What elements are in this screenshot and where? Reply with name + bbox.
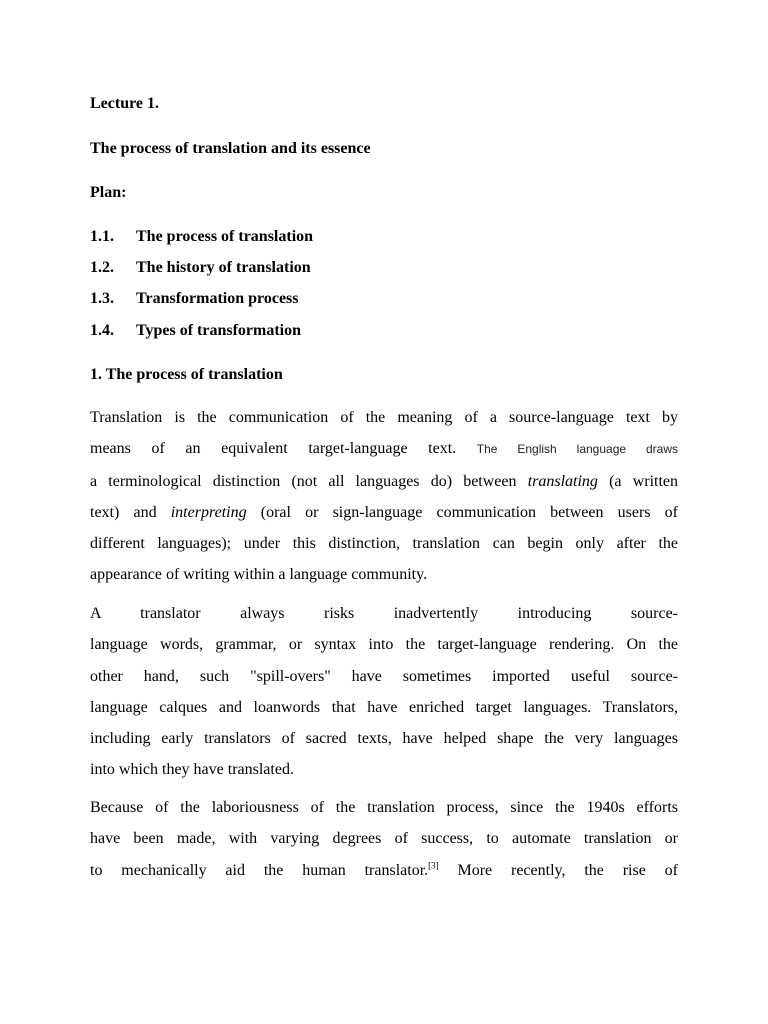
text-run: More recently, the rise of: [457, 861, 678, 879]
paragraph-3: [90, 792, 678, 886]
paragraph-line: different languages); under this distinction, translation can begin only after the: [90, 535, 678, 553]
paragraph-line: [90, 466, 678, 497]
plan-item-text: Types of transformation: [136, 322, 302, 339]
italic-term: translating: [527, 472, 598, 490]
paragraph-line: A translator always risks inadvertently introducing source-: [90, 605, 678, 622]
paragraph-line: language words, grammar, or syntax into the target-language rendering. On the: [90, 636, 678, 654]
paragraph-2: [90, 598, 678, 786]
section-heading: 1. The process of translation: [90, 366, 283, 383]
text-run: (oral or sign-language communication between users of: [260, 503, 678, 521]
text-run: means of an equivalent target-language text.: [90, 440, 457, 458]
paragraph-line: [90, 433, 678, 465]
citation-reference[interactable]: [3]: [428, 860, 439, 871]
text-run: (a written: [609, 472, 679, 490]
plan-item-number: 1.2.: [90, 259, 114, 276]
plan-item-text: Transformation process: [136, 290, 299, 307]
plan-item: [90, 258, 311, 278]
text-run: text) and: [90, 503, 157, 521]
plan-item-number: 1.4.: [90, 322, 114, 339]
paragraph-line: appearance of writing within a language community.: [90, 566, 428, 584]
plan-item-number: 1.1.: [90, 228, 114, 245]
paragraph-line: have been made, with varying degrees of success, to automate translation or: [90, 830, 678, 848]
plan-item-number: 1.3.: [90, 290, 114, 307]
lecture-title: Lecture 1.: [90, 95, 160, 112]
plan-item: [90, 289, 299, 309]
plan-item: [90, 321, 301, 341]
plan-label: Plan:: [90, 184, 127, 201]
plan-item-text: The history of translation: [136, 259, 311, 276]
plan-item-text: The process of translation: [136, 228, 314, 245]
paragraph-line: [90, 855, 678, 886]
paragraph-line: Translation is the communication of the meaning of a source-language text by: [90, 409, 678, 426]
paragraph-line: Because of the laboriousness of the translation process, since the 1940s efforts: [90, 799, 678, 816]
text-run: to mechanically aid the human translator.: [90, 861, 429, 879]
paragraph-1: [90, 402, 678, 591]
paragraph-line: including early translators of sacred texts, have helped shape the very languages: [90, 730, 678, 748]
paragraph-line: other hand, such "spill-overs" have sometimes imported useful source-: [90, 667, 678, 685]
italic-term: interpreting: [170, 503, 247, 521]
lecture-subtitle: The process of translation and its essence: [90, 140, 371, 157]
paragraph-line: language calques and loanwords that have enriched target languages. Translators,: [90, 698, 678, 716]
plan-item: [90, 227, 313, 247]
text-run: a terminological distinction (not all languages do) between: [90, 472, 517, 490]
paragraph-line: [90, 497, 678, 528]
text-run: The English language draws: [476, 442, 678, 457]
paragraph-line: into which they have translated.: [90, 761, 294, 779]
